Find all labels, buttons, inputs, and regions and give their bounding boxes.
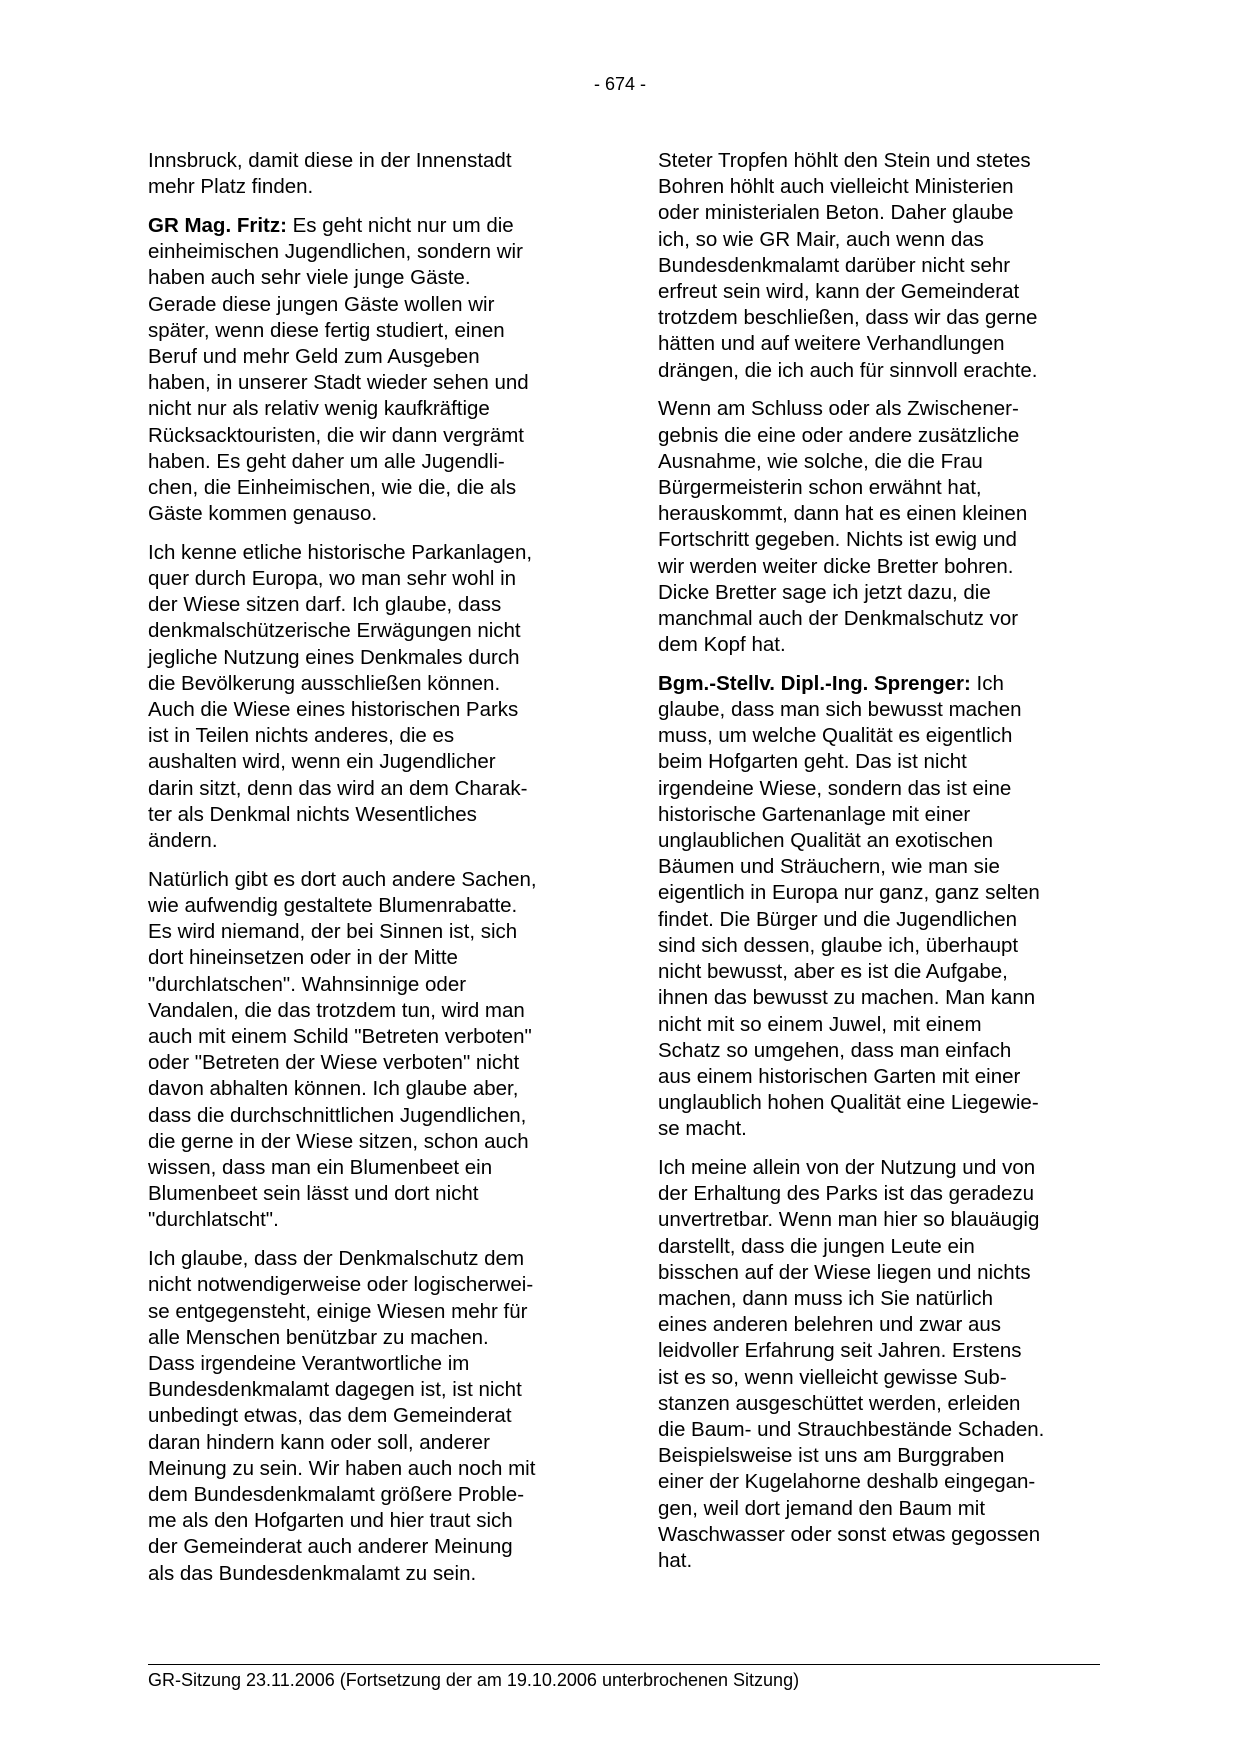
text-line bbox=[658, 723, 1098, 749]
text-line bbox=[658, 1181, 1098, 1207]
text-line bbox=[148, 645, 588, 671]
line-text: Es geht nicht nur um die bbox=[286, 213, 514, 237]
text-line bbox=[658, 1234, 1098, 1260]
text-line bbox=[148, 449, 588, 475]
text-line bbox=[658, 854, 1098, 880]
text-line bbox=[658, 907, 1098, 933]
line-text: unbedingt etwas, das dem Gemeinderat bbox=[148, 1404, 512, 1428]
text-line bbox=[148, 239, 588, 265]
text-line bbox=[658, 606, 1098, 632]
text-line bbox=[658, 776, 1098, 802]
line-text: Bürgermeisterin schon erwähnt hat, bbox=[658, 475, 982, 499]
line-text: alle Menschen benützbar zu machen. bbox=[148, 1325, 489, 1349]
line-text: Ich kenne etliche historische Parkanlagen, bbox=[148, 540, 533, 564]
line-text: Ausnahme, wie solche, die die Frau bbox=[658, 449, 983, 473]
text-line bbox=[658, 828, 1098, 854]
line-text: Wenn am Schluss oder als Zwischener- bbox=[658, 397, 1019, 421]
text-line bbox=[658, 475, 1098, 501]
line-text: nicht nur als relativ wenig kaufkräftige bbox=[148, 397, 490, 421]
line-text: gen, weil dort jemand den Baum mit bbox=[658, 1496, 986, 1520]
text-line bbox=[148, 945, 588, 971]
text-line bbox=[658, 1260, 1098, 1286]
text-line bbox=[658, 449, 1098, 475]
line-text: Auch die Wiese eines historischen Parks bbox=[148, 698, 519, 722]
line-text: die Bevölkerung ausschließen können. bbox=[148, 671, 501, 695]
text-line bbox=[658, 1548, 1098, 1574]
line-text: die Baum- und Strauchbestände Schaden. bbox=[658, 1418, 1045, 1442]
text-line bbox=[658, 933, 1098, 959]
line-text: Bohren höhlt auch vielleicht Ministerien bbox=[658, 175, 1014, 199]
line-text: ändern. bbox=[148, 829, 218, 853]
text-line bbox=[148, 671, 588, 697]
paragraph bbox=[658, 1155, 1098, 1574]
line-text: Meinung zu sein. Wir haben auch noch mit bbox=[148, 1456, 536, 1480]
text-line bbox=[148, 802, 588, 828]
text-line bbox=[148, 723, 588, 749]
text-line bbox=[148, 1246, 588, 1272]
line-text: mehr Platz finden. bbox=[148, 175, 314, 199]
text-line bbox=[148, 370, 588, 396]
line-text: aushalten wird, wenn ein Jugendlicher bbox=[148, 750, 496, 774]
line-text: nicht bewusst, aber es ist die Aufgabe, bbox=[658, 960, 1008, 984]
text-line bbox=[148, 1181, 588, 1207]
text-line bbox=[148, 749, 588, 775]
line-text: glaube, dass man sich bewusst machen bbox=[658, 698, 1022, 722]
text-line bbox=[148, 1456, 588, 1482]
line-text: historische Gartenanlage mit einer bbox=[658, 802, 971, 826]
line-text: Gäste kommen genauso. bbox=[148, 502, 378, 526]
text-line bbox=[658, 1496, 1098, 1522]
text-line bbox=[148, 475, 588, 501]
text-line bbox=[658, 671, 1098, 697]
paragraph bbox=[148, 1246, 588, 1587]
line-text: nicht notwendigerweise oder logischerwei- bbox=[148, 1273, 534, 1297]
text-line bbox=[148, 318, 588, 344]
text-line bbox=[658, 1116, 1098, 1142]
line-text: aus einem historischen Garten mit einer bbox=[658, 1064, 1021, 1088]
text-line bbox=[148, 1103, 588, 1129]
text-line bbox=[148, 919, 588, 945]
line-text: hat. bbox=[658, 1549, 693, 1573]
line-text: Ich bbox=[970, 671, 1004, 695]
text-line bbox=[148, 174, 588, 200]
line-text: Es wird niemand, der bei Sinnen ist, sich bbox=[148, 920, 518, 944]
text-line bbox=[658, 959, 1098, 985]
line-text: Ich meine allein von der Nutzung und von bbox=[658, 1156, 1036, 1180]
line-text: ich, so wie GR Mair, auch wenn das bbox=[658, 227, 984, 251]
line-text: wissen, dass man ein Blumenbeet ein bbox=[148, 1156, 493, 1180]
footer-divider bbox=[148, 1664, 1100, 1665]
line-text: der Wiese sitzen darf. Ich glaube, dass bbox=[148, 593, 502, 617]
line-text: Bundesdenkmalamt dagegen ist, ist nicht bbox=[148, 1378, 522, 1402]
line-text: drängen, die ich auch für sinnvoll erachte. bbox=[658, 358, 1038, 382]
line-text: wie aufwendig gestaltete Blumenrabatte. bbox=[148, 893, 518, 917]
text-line bbox=[148, 1351, 588, 1377]
text-line bbox=[148, 1561, 588, 1587]
text-line bbox=[658, 227, 1098, 253]
line-text: stanzen ausgeschüttet werden, erleiden bbox=[658, 1391, 1021, 1415]
line-text: Fortschritt gegeben. Nichts ist ewig und bbox=[658, 528, 1017, 552]
line-text: der Gemeinderat auch anderer Meinung bbox=[148, 1535, 513, 1559]
line-text: Steter Tropfen höhlt den Stein und stetes bbox=[658, 149, 1031, 172]
line-text: als das Bundesdenkmalamt zu sein. bbox=[148, 1561, 477, 1585]
text-line bbox=[148, 867, 588, 893]
left-column bbox=[148, 148, 588, 1599]
line-text: dort hineinsetzen oder in der Mitte bbox=[148, 946, 458, 970]
text-line bbox=[658, 358, 1098, 384]
line-text: darstellt, dass die jungen Leute ein bbox=[658, 1234, 975, 1258]
line-text: Innsbruck, damit diese in der Innenstadt bbox=[148, 149, 512, 172]
line-text: beim Hofgarten geht. Das ist nicht bbox=[658, 750, 967, 774]
line-text: eigentlich in Europa nur ganz, ganz selten bbox=[658, 881, 1040, 905]
text-line bbox=[148, 1155, 588, 1181]
text-line bbox=[658, 331, 1098, 357]
text-line bbox=[658, 1207, 1098, 1233]
text-line bbox=[148, 998, 588, 1024]
line-text: einer der Kugelahorne deshalb eingegan- bbox=[658, 1470, 1036, 1494]
text-line bbox=[148, 1272, 588, 1298]
text-line bbox=[148, 1024, 588, 1050]
text-line bbox=[658, 1155, 1098, 1181]
text-line bbox=[658, 148, 1098, 174]
text-line bbox=[148, 828, 588, 854]
line-text: leidvoller Erfahrung seit Jahren. Erstens bbox=[658, 1339, 1022, 1363]
line-text: ihnen das bewusst zu machen. Man kann bbox=[658, 986, 1036, 1010]
line-text: trotzdem beschließen, dass wir das gerne bbox=[658, 306, 1038, 330]
text-line bbox=[658, 632, 1098, 658]
line-text: der Erhaltung des Parks ist das geradezu bbox=[658, 1182, 1035, 1206]
text-line bbox=[658, 200, 1098, 226]
line-text: findet. Die Bürger und die Jugendlichen bbox=[658, 907, 1017, 931]
speaker-name: Bgm.-Stellv. Dipl.-Ing. Sprenger: bbox=[658, 671, 971, 695]
text-line bbox=[148, 1207, 588, 1233]
paragraph bbox=[658, 396, 1098, 658]
line-text: unglaublichen Qualität an exotischen bbox=[658, 829, 994, 853]
line-text: oder "Betreten der Wiese verboten" nicht bbox=[148, 1051, 520, 1075]
line-text: ter als Denkmal nichts Wesentliches bbox=[148, 802, 477, 826]
text-line bbox=[658, 1365, 1098, 1391]
line-text: Dicke Bretter sage ich jetzt dazu, die bbox=[658, 580, 991, 604]
page-number: - 674 - bbox=[593, 74, 647, 94]
text-line bbox=[148, 566, 588, 592]
line-text: machen, dann muss ich Sie natürlich bbox=[658, 1287, 994, 1311]
text-line bbox=[148, 1325, 588, 1351]
line-text: auch mit einem Schild "Betreten verboten" bbox=[148, 1025, 532, 1048]
text-line bbox=[658, 554, 1098, 580]
line-text: Ich glaube, dass der Denkmalschutz dem bbox=[148, 1247, 525, 1271]
line-text: nicht mit so einem Juwel, mit einem bbox=[658, 1012, 982, 1036]
line-text: Blumenbeet sein lässt und dort nicht bbox=[148, 1182, 479, 1206]
text-line bbox=[658, 697, 1098, 723]
text-line bbox=[658, 1417, 1098, 1443]
line-text: haben. Es geht daher um alle Jugendli- bbox=[148, 449, 505, 473]
text-line bbox=[658, 174, 1098, 200]
line-text: daran hindern kann oder soll, anderer bbox=[148, 1430, 490, 1454]
line-text: chen, die Einheimischen, wie die, die als bbox=[148, 475, 517, 499]
text-line bbox=[148, 972, 588, 998]
text-line bbox=[658, 305, 1098, 331]
line-text: Waschwasser oder sonst etwas gegossen bbox=[658, 1522, 1041, 1546]
text-line bbox=[658, 501, 1098, 527]
footer-text: GR-Sitzung 23.11.2006 (Fortsetzung der am 19.10.2006 unterbrochenen Sitzung) bbox=[148, 1670, 800, 1690]
text-line bbox=[658, 802, 1098, 828]
text-line bbox=[148, 1050, 588, 1076]
text-line bbox=[148, 292, 588, 318]
text-line bbox=[658, 580, 1098, 606]
paragraph bbox=[148, 540, 588, 854]
text-line bbox=[148, 501, 588, 527]
line-text: später, wenn diese fertig studiert, einen bbox=[148, 318, 505, 342]
text-line bbox=[148, 344, 588, 370]
line-text: me als den Hofgarten und hier traut sich bbox=[148, 1509, 513, 1533]
line-text: denkmalschützerische Erwägungen nicht bbox=[148, 619, 521, 643]
line-text: Vandalen, die das trotzdem tun, wird man bbox=[148, 998, 525, 1022]
text-line bbox=[148, 1534, 588, 1560]
line-text: Rücksacktouristen, die wir dann vergrämt bbox=[148, 423, 524, 447]
text-line bbox=[148, 1430, 588, 1456]
text-line bbox=[148, 423, 588, 449]
line-text: einheimischen Jugendlichen, sondern wir bbox=[148, 240, 523, 264]
line-text: Schatz so umgehen, dass man einfach bbox=[658, 1038, 1012, 1062]
line-text: irgendeine Wiese, sondern das ist eine bbox=[658, 776, 1012, 800]
line-text: wir werden weiter dicke Bretter bohren. bbox=[658, 554, 1014, 578]
line-text: Gerade diese jungen Gäste wollen wir bbox=[148, 292, 495, 316]
paragraph bbox=[148, 867, 588, 1234]
line-text: haben auch sehr viele junge Gäste. bbox=[148, 266, 471, 290]
line-text: haben, in unserer Stadt wieder sehen und bbox=[148, 371, 529, 395]
right-column bbox=[658, 148, 1098, 1587]
text-line bbox=[658, 1090, 1098, 1116]
line-text: "durchlatschen". Wahnsinnige oder bbox=[148, 972, 467, 996]
text-line bbox=[658, 396, 1098, 422]
line-text: erfreut sein wird, kann der Gemeinderat bbox=[658, 280, 1020, 304]
speaker-name: GR Mag. Fritz: bbox=[148, 213, 287, 237]
text-line bbox=[658, 749, 1098, 775]
paragraph bbox=[658, 148, 1098, 384]
text-line bbox=[658, 1012, 1098, 1038]
line-text: se macht. bbox=[658, 1117, 747, 1141]
text-line bbox=[148, 1076, 588, 1102]
text-line bbox=[148, 592, 588, 618]
text-line bbox=[148, 148, 588, 174]
line-text: darin sitzt, denn das wird an dem Charak- bbox=[148, 776, 528, 800]
line-text: Bäumen und Sträuchern, wie man sie bbox=[658, 855, 1000, 879]
line-text: Bundesdenkmalamt darüber nicht sehr bbox=[658, 253, 1011, 277]
text-line bbox=[658, 1469, 1098, 1495]
text-line bbox=[658, 985, 1098, 1011]
text-line bbox=[148, 540, 588, 566]
line-text: ist es so, wenn vielleicht gewisse Sub- bbox=[658, 1365, 1007, 1389]
line-text: muss, um welche Qualität es eigentlich bbox=[658, 724, 1013, 748]
paragraph bbox=[658, 671, 1098, 1143]
text-line bbox=[658, 527, 1098, 553]
line-text: gebnis die eine oder andere zusätzliche bbox=[658, 423, 1020, 447]
text-line bbox=[658, 1391, 1098, 1417]
line-text: eines anderen belehren und zwar aus bbox=[658, 1313, 1002, 1337]
text-line bbox=[658, 423, 1098, 449]
text-line bbox=[148, 1377, 588, 1403]
text-line bbox=[148, 697, 588, 723]
text-line bbox=[148, 396, 588, 422]
text-line bbox=[148, 1403, 588, 1429]
line-text: "durchlatscht". bbox=[148, 1208, 279, 1232]
line-text: sind sich dessen, glaube ich, überhaupt bbox=[658, 933, 1019, 957]
text-line bbox=[148, 618, 588, 644]
line-text: manchmal auch der Denkmalschutz vor bbox=[658, 606, 1019, 630]
line-text: Natürlich gibt es dort auch andere Sachen, bbox=[148, 867, 537, 891]
line-text: Beispielsweise ist uns am Burggraben bbox=[658, 1444, 1005, 1468]
text-line bbox=[148, 1482, 588, 1508]
text-line bbox=[658, 1064, 1098, 1090]
text-line bbox=[148, 893, 588, 919]
text-line bbox=[658, 1286, 1098, 1312]
line-text: Dass irgendeine Verantwortliche im bbox=[148, 1351, 470, 1375]
line-text: hätten und auf weitere Verhandlungen bbox=[658, 332, 1005, 356]
text-line bbox=[658, 1443, 1098, 1469]
line-text: dass die durchschnittlichen Jugendlichen, bbox=[148, 1103, 527, 1127]
paragraph bbox=[148, 213, 588, 527]
text-line bbox=[658, 279, 1098, 305]
line-text: dem Kopf hat. bbox=[658, 633, 786, 657]
line-text: jegliche Nutzung eines Denkmales durch bbox=[148, 645, 520, 669]
line-text: herauskommt, dann hat es einen kleinen bbox=[658, 502, 1028, 526]
text-line bbox=[658, 1522, 1098, 1548]
text-line bbox=[658, 1038, 1098, 1064]
line-text: dem Bundesdenkmalamt größere Proble- bbox=[148, 1482, 525, 1506]
line-text: quer durch Europa, wo man sehr wohl in bbox=[148, 567, 517, 591]
text-line bbox=[658, 880, 1098, 906]
line-text: unglaublich hohen Qualität eine Liegewie- bbox=[658, 1091, 1039, 1115]
text-line bbox=[658, 1312, 1098, 1338]
text-line bbox=[658, 253, 1098, 279]
text-line bbox=[148, 1508, 588, 1534]
text-line bbox=[148, 1299, 588, 1325]
text-line bbox=[658, 1338, 1098, 1364]
paragraph bbox=[148, 148, 588, 200]
text-line bbox=[148, 1129, 588, 1155]
line-text: se entgegensteht, einige Wiesen mehr für bbox=[148, 1299, 528, 1323]
line-text: ist in Teilen nichts anderes, die es bbox=[148, 724, 455, 748]
text-line bbox=[148, 265, 588, 291]
line-text: davon abhalten können. Ich glaube aber, bbox=[148, 1077, 519, 1101]
line-text: Beruf und mehr Geld zum Ausgeben bbox=[148, 344, 480, 368]
line-text: oder ministerialen Beton. Daher glaube bbox=[658, 201, 1014, 225]
line-text: die gerne in der Wiese sitzen, schon auch bbox=[148, 1129, 529, 1153]
line-text: bisschen auf der Wiese liegen und nichts bbox=[658, 1260, 1031, 1284]
text-line bbox=[148, 776, 588, 802]
text-line bbox=[148, 213, 588, 239]
line-text: unvertretbar. Wenn man hier so blauäugig bbox=[658, 1208, 1040, 1232]
